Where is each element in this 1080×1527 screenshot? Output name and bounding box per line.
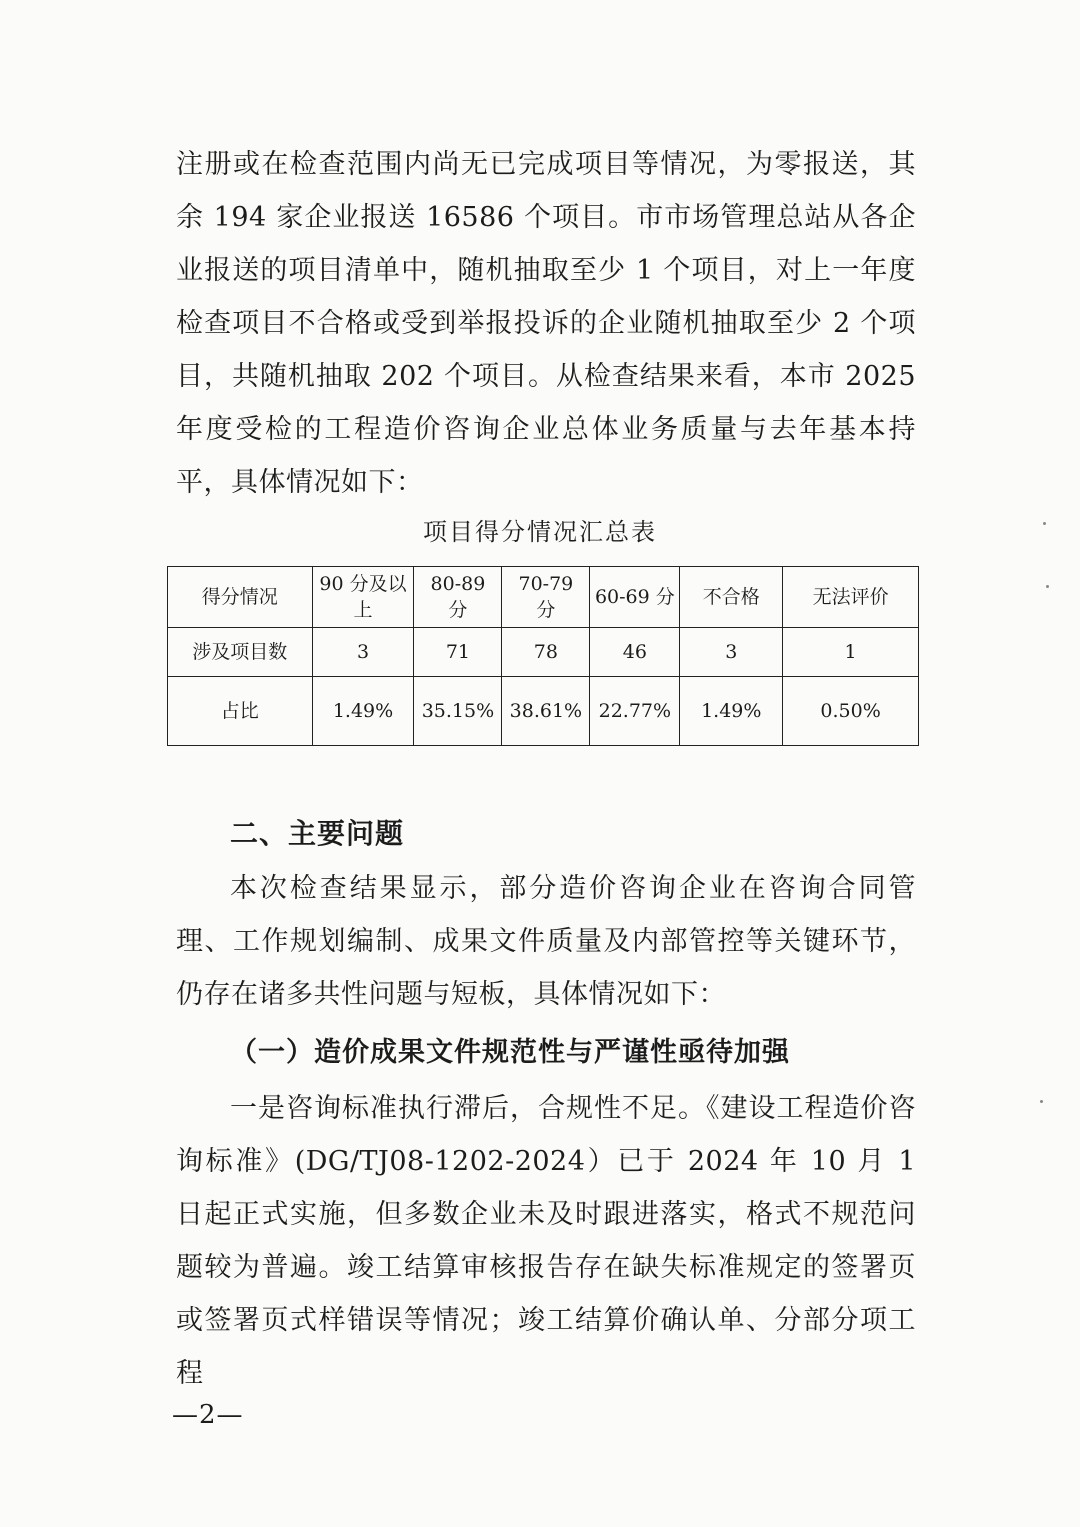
paragraph-intro: 注册或在检查范围内尚无已完成项目等情况，为零报送，其余 194 家企业报送 16586 个项目。市市场管理总站从各企业报送的项目清单中，随机抽取至少 1 个项目，对上一年度检查项目不合格或受到举报投诉的企业随机抽取至少 2 个项目，共随机抽取 202 个项目。从检查结果来看，本市 2025 年度受检的工程造价咨询企业总体业务质量与去年基本持平，具体情况如下： <box>176 149 916 498</box>
table-row <box>168 677 919 746</box>
table-header-cell: 不合格 <box>680 567 783 628</box>
scan-speck <box>1046 585 1049 588</box>
paragraph-standard: 一是咨询标准执行滞后，合规性不足。《建设工程造价咨询标准》(DG/TJ08-1202-2024）已于 2024 年 10 月 1 日起正式实施，但多数企业未及时跟进落实，格式不规范问题较为普遍。竣工结算审核报告存在缺失标准规定的签署页或签署页式样错误等情况；竣工结算价确认单、分部分项工程 <box>176 1093 916 1389</box>
table-cell: 0.50% <box>783 677 919 746</box>
scan-speck <box>1040 1100 1043 1103</box>
subsection-heading: （一）造价成果文件规范性与严谨性亟待加强 <box>230 1037 790 1068</box>
table-cell: 1 <box>783 628 919 677</box>
table-caption: 项目得分情况汇总表 <box>423 518 657 546</box>
table-cell: 占比 <box>168 677 313 746</box>
score-summary-table <box>167 566 919 746</box>
table-cell: 涉及项目数 <box>168 628 313 677</box>
table-header-cell: 70-79 分 <box>502 567 590 628</box>
scan-speck <box>1043 522 1046 525</box>
section-heading: 二、主要问题 <box>230 817 405 850</box>
page-number: —2— <box>172 1400 244 1430</box>
table-row <box>168 628 919 677</box>
table-header-cell: 60-69 分 <box>590 567 680 628</box>
table-cell: 71 <box>414 628 502 677</box>
table-cell: 3 <box>312 628 414 677</box>
table-header-row <box>168 567 919 628</box>
table-cell: 1.49% <box>680 677 783 746</box>
table-header-cell: 90 分及以上 <box>312 567 414 628</box>
paragraph-problems: 本次检查结果显示，部分造价咨询企业在咨询合同管理、工作规划编制、成果文件质量及内部管控等关键环节，仍存在诸多共性问题与短板，具体情况如下： <box>176 873 916 1010</box>
table-cell: 3 <box>680 628 783 677</box>
table-cell: 38.61% <box>502 677 590 746</box>
table-cell: 35.15% <box>414 677 502 746</box>
table-cell: 22.77% <box>590 677 680 746</box>
table-cell: 46 <box>590 628 680 677</box>
table-header-cell: 无法评价 <box>783 567 919 628</box>
table-header-cell: 得分情况 <box>168 567 313 628</box>
table-cell: 78 <box>502 628 590 677</box>
table-header-cell: 80-89 分 <box>414 567 502 628</box>
table-cell: 1.49% <box>312 677 414 746</box>
